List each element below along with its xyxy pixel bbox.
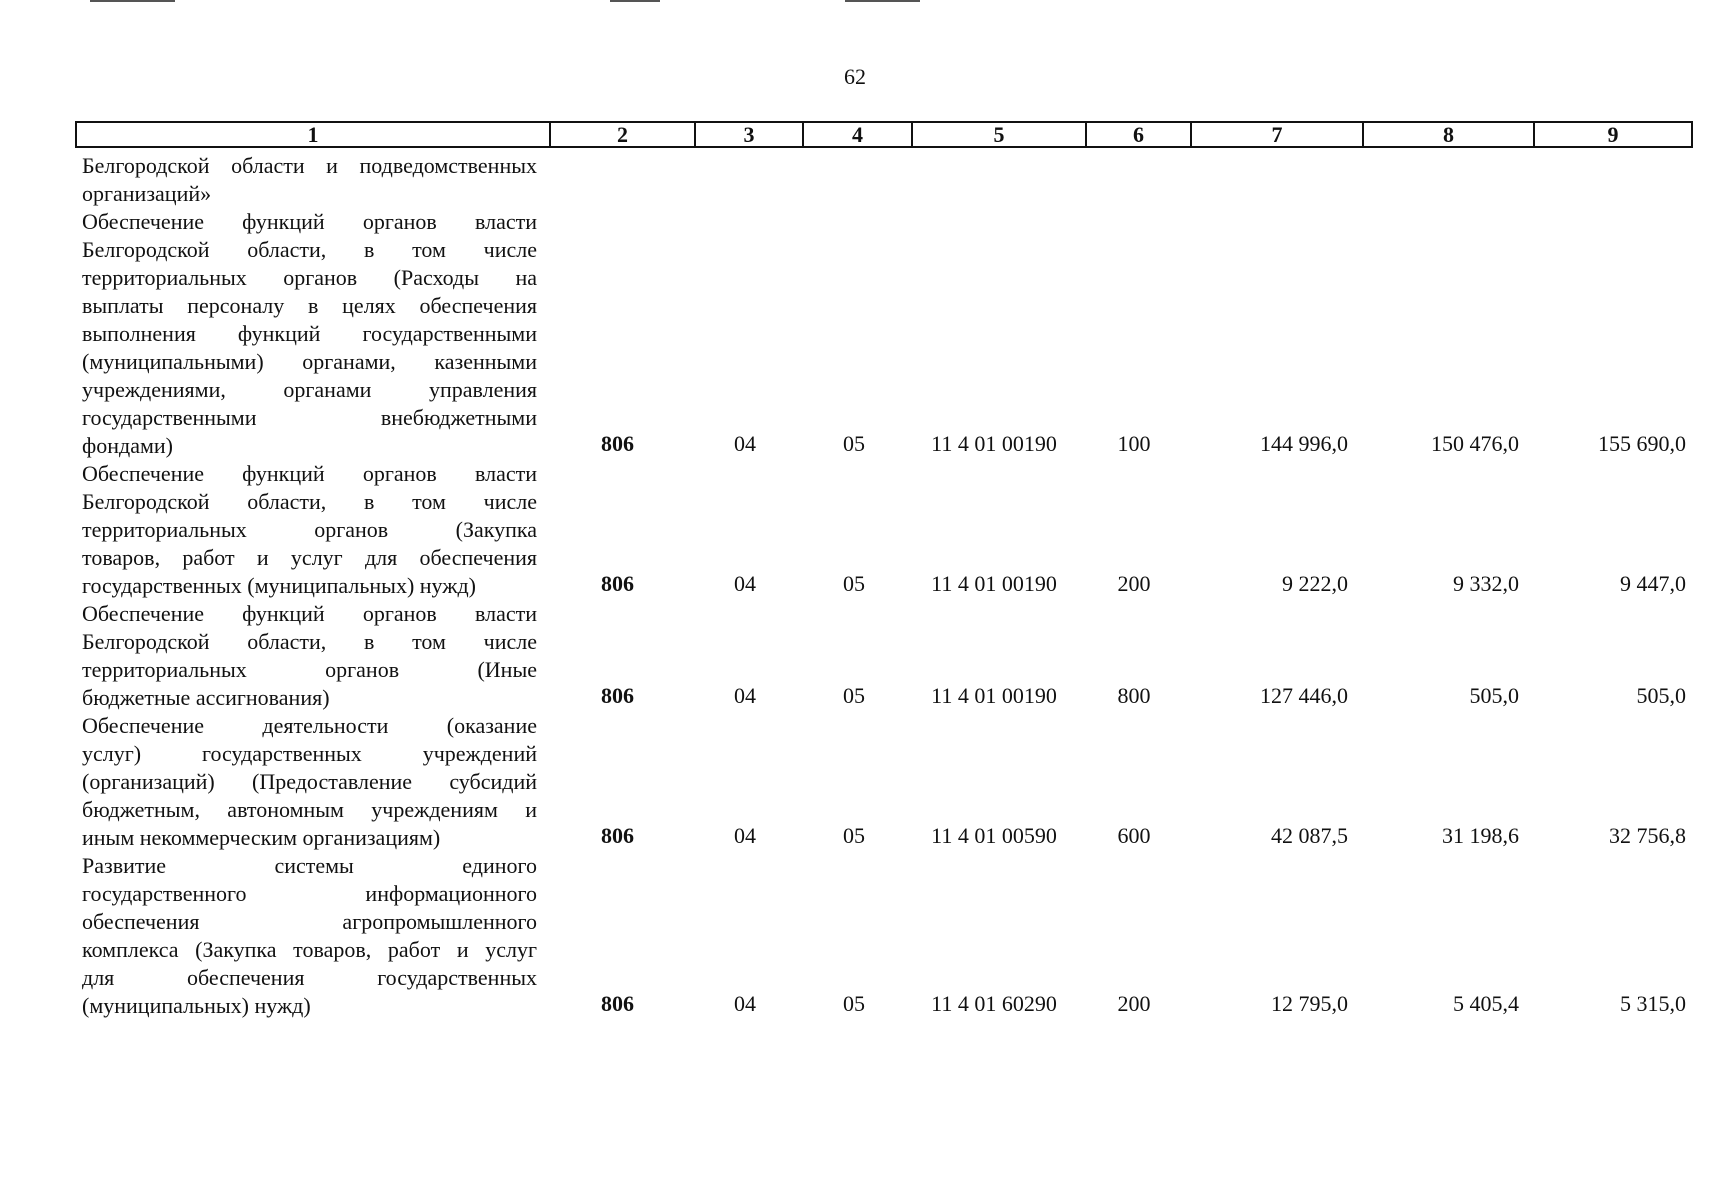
cell-section: 04 bbox=[734, 683, 756, 708]
cell-amount-col7: 144 996,0 bbox=[1260, 431, 1348, 456]
cell-ministry-code: 806 bbox=[601, 823, 634, 848]
description-line: Белгородской области, в том числе bbox=[82, 489, 537, 514]
description-line: государственными внебюджетными bbox=[82, 405, 537, 430]
cell-amount-col7: 12 795,0 bbox=[1271, 991, 1348, 1016]
description-line: государственного информационного bbox=[82, 881, 537, 906]
cell-amount-col7: 42 087,5 bbox=[1271, 823, 1348, 848]
cell-target-article: 11 4 01 00190 bbox=[931, 571, 1057, 596]
cell-amount-col8: 9 332,0 bbox=[1453, 571, 1519, 596]
header-cell-1: 1 bbox=[307, 122, 319, 147]
description-line: услуг) государственных учреждений bbox=[82, 741, 537, 766]
description-line: Развитие системы единого bbox=[82, 853, 537, 878]
cell-subsection: 05 bbox=[843, 431, 865, 456]
cell-section: 04 bbox=[734, 431, 756, 456]
cell-amount-col9: 9 447,0 bbox=[1620, 571, 1686, 596]
cell-expense-type: 800 bbox=[1117, 683, 1151, 708]
header-cell-8: 8 bbox=[1362, 123, 1533, 146]
cell-expense-type: 200 bbox=[1117, 991, 1151, 1016]
cell-section: 04 bbox=[734, 823, 756, 848]
table-header-row bbox=[75, 121, 1693, 148]
cell-amount-col7: 9 222,0 bbox=[1282, 571, 1348, 596]
row-description bbox=[82, 208, 537, 460]
cell-expense-type: 600 bbox=[1117, 823, 1151, 848]
description-line: бюджетные ассигнования) bbox=[82, 685, 330, 710]
header-cell-2: 2 bbox=[549, 123, 694, 146]
header-cell-4: 4 bbox=[802, 123, 911, 146]
description-line: организаций» bbox=[82, 181, 212, 206]
cell-amount-col8: 505,0 bbox=[1469, 683, 1519, 708]
description-line: государственных (муниципальных) нужд) bbox=[82, 573, 476, 598]
cell-subsection: 05 bbox=[843, 991, 865, 1016]
description-line: (организаций) (Предоставление субсидий bbox=[82, 769, 537, 794]
page-number: 62 bbox=[844, 64, 866, 89]
cell-target-article: 11 4 01 60290 bbox=[931, 991, 1057, 1016]
cell-subsection: 05 bbox=[843, 823, 865, 848]
description-line: (муниципальными) органами, казенными bbox=[82, 349, 537, 374]
description-line: Белгородской области, в том числе bbox=[82, 237, 537, 262]
description-line: иным некоммерческим организациям) bbox=[82, 825, 441, 850]
scan-artifact-line bbox=[845, 0, 920, 2]
cell-expense-type: 100 bbox=[1117, 431, 1151, 456]
description-line: фондами) bbox=[82, 433, 174, 458]
description-line: комплекса (Закупка товаров, работ и услуг bbox=[82, 937, 537, 962]
scan-artifact-line bbox=[610, 0, 660, 2]
cell-subsection: 05 bbox=[843, 571, 865, 596]
header-cell-9: 9 bbox=[1533, 123, 1691, 146]
cell-amount-col8: 150 476,0 bbox=[1431, 431, 1519, 456]
cell-target-article: 11 4 01 00190 bbox=[931, 683, 1057, 708]
cell-amount-col9: 155 690,0 bbox=[1598, 431, 1686, 456]
description-line: для обеспечения государственных bbox=[82, 965, 537, 990]
description-line: Обеспечение функций органов власти bbox=[82, 601, 537, 626]
cell-amount-col9: 32 756,8 bbox=[1609, 823, 1686, 848]
description-line: Обеспечение деятельности (оказание bbox=[82, 713, 537, 738]
cell-amount-col9: 5 315,0 bbox=[1620, 991, 1686, 1016]
row-description bbox=[82, 600, 537, 712]
cell-target-article: 11 4 01 00190 bbox=[931, 431, 1057, 456]
description-line: бюджетным, автономным учреждениям и bbox=[82, 797, 537, 822]
cell-amount-col9: 505,0 bbox=[1636, 683, 1686, 708]
cell-amount-col8: 31 198,6 bbox=[1442, 823, 1519, 848]
header-cell-7: 7 bbox=[1190, 123, 1362, 146]
cell-subsection: 05 bbox=[843, 683, 865, 708]
row-description bbox=[82, 852, 537, 1020]
cell-amount-col8: 5 405,4 bbox=[1453, 991, 1519, 1016]
description-line: Обеспечение функций органов власти bbox=[82, 461, 537, 486]
description-line: Обеспечение функций органов власти bbox=[82, 209, 537, 234]
description-line: обеспечения агропромышленного bbox=[82, 909, 537, 934]
cell-section: 04 bbox=[734, 571, 756, 596]
header-cell-6: 6 bbox=[1085, 123, 1190, 146]
cell-target-article: 11 4 01 00590 bbox=[931, 823, 1057, 848]
cell-ministry-code: 806 bbox=[601, 991, 634, 1016]
row-description bbox=[82, 460, 537, 600]
description-line: товаров, работ и услуг для обеспечения bbox=[82, 545, 537, 570]
description-line: территориальных органов (Иные bbox=[82, 657, 537, 682]
description-line: выполнения функций государственными bbox=[82, 321, 537, 346]
description-line: территориальных органов (Расходы на bbox=[82, 265, 537, 290]
cell-amount-col7: 127 446,0 bbox=[1260, 683, 1348, 708]
cell-section: 04 bbox=[734, 991, 756, 1016]
description-line: учреждениями, органами управления bbox=[82, 377, 537, 402]
header-cell-3: 3 bbox=[694, 123, 802, 146]
scan-artifact-line bbox=[90, 0, 175, 2]
cell-ministry-code: 806 bbox=[601, 431, 634, 456]
description-line: территориальных органов (Закупка bbox=[82, 517, 537, 542]
description-line: Белгородской области, в том числе bbox=[82, 629, 537, 654]
header-cell-5: 5 bbox=[911, 123, 1085, 146]
description-line: выплаты персоналу в целях обеспечения bbox=[82, 293, 537, 318]
description-line: Белгородской области и подведомственных bbox=[82, 153, 537, 178]
row-description bbox=[82, 712, 537, 852]
description-line: (муниципальных) нужд) bbox=[82, 993, 311, 1018]
cell-ministry-code: 806 bbox=[601, 683, 634, 708]
continuation-description bbox=[82, 152, 537, 208]
cell-expense-type: 200 bbox=[1117, 571, 1151, 596]
cell-ministry-code: 806 bbox=[601, 571, 634, 596]
